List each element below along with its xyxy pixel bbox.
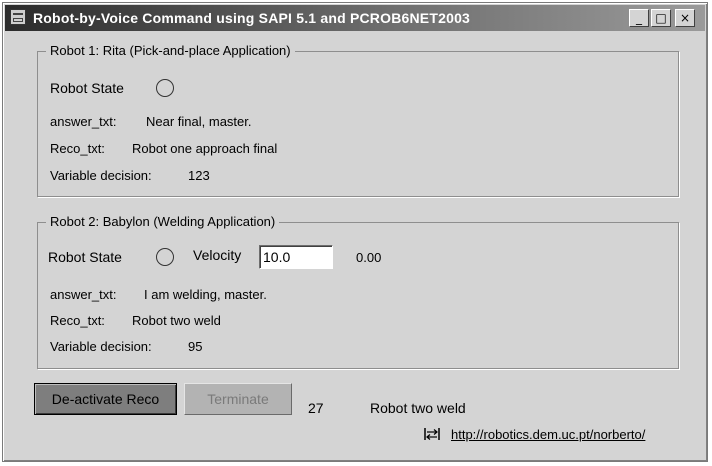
robot1-state-label: Robot State [50,80,124,96]
robot1-decision-label: Variable decision: [50,168,152,183]
robot2-state-label: Robot State [48,249,122,265]
robot2-reco-value: Robot two weld [132,313,221,328]
app-window [2,2,708,462]
robot1-decision-value: 123 [188,168,210,183]
last-command-label: Robot two weld [370,400,466,416]
project-url-link[interactable]: http://robotics.dem.uc.pt/norberto/ [451,427,646,442]
terminate-button[interactable]: Terminate [184,383,292,415]
robot1-reco-value: Robot one approach final [132,141,278,156]
robot2-reco-label: Reco_txt: [50,313,105,328]
robot2-answer-value: I am welding, master. [144,287,267,302]
app-icon[interactable] [10,9,26,25]
robot2-state-indicator [156,248,174,266]
transfer-arrows-icon[interactable] [423,427,441,441]
robot1-reco-label: Reco_txt: [50,141,105,156]
robot2-group [37,214,679,369]
velocity-label: Velocity [193,247,242,263]
deactivate-reco-button[interactable]: De-activate Reco [34,383,177,415]
window-title: Robot-by-Voice Command using SAPI 5.1 and PCROB6NET2003 [33,10,471,26]
close-button[interactable]: × [675,9,695,27]
robot2-decision-label: Variable decision: [50,339,152,354]
velocity-input[interactable] [259,245,333,269]
robot2-answer-label: answer_txt: [50,287,117,302]
minimize-button[interactable]: _ [629,9,649,27]
robot1-state-indicator [156,79,174,97]
robot1-group [37,43,679,197]
title-bar[interactable] [5,5,705,31]
robot1-answer-label: answer_txt: [50,114,117,129]
robot2-decision-value: 95 [188,339,203,354]
velocity-readout: 0.00 [356,250,382,265]
recognition-counter: 27 [308,400,324,416]
robot1-group-label: Robot 1: Rita (Pick-and-place Application) [46,43,295,58]
robot2-group-label: Robot 2: Babylon (Welding Application) [46,214,279,229]
maximize-button[interactable]: □ [651,9,671,27]
robot1-answer-value: Near final, master. [146,114,252,129]
